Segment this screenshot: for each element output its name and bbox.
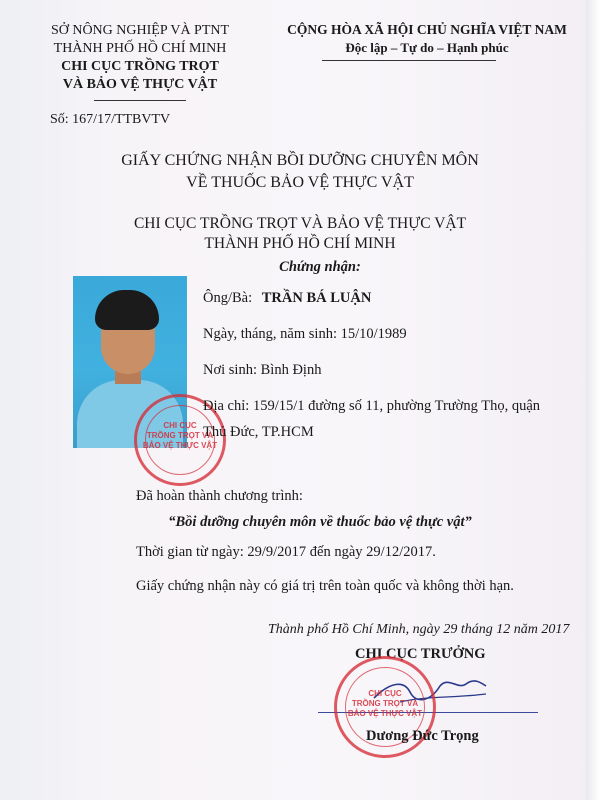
birthplace-row xyxy=(203,362,321,379)
official-seal-line-2: TRỒNG TRỌT VÀ xyxy=(351,699,419,708)
birthplace-label: Nơi sinh: xyxy=(203,362,257,378)
agency-line-2: THÀNH PHỐ HỒ CHÍ MINH xyxy=(53,41,227,56)
page-edge xyxy=(586,0,600,800)
document-number: Số: 167/17/TTBVTV xyxy=(50,112,171,127)
certifies-label: Chứng nhận: xyxy=(279,259,361,275)
certificate-title xyxy=(20,150,580,194)
address-line-1: 159/15/1 đường số 11, phường Trường Thọ, quận xyxy=(252,398,540,414)
motto-underline xyxy=(322,60,496,61)
nation-motto: Độc lập – Tự do – Hạnh phúc xyxy=(345,40,509,55)
official-seal-line-3: BẢO VỆ THỰC VẬT xyxy=(347,709,423,718)
nation-title: CỘNG HÒA XÃ HỘI CHỦ NGHĨA VIỆT NAM xyxy=(287,22,567,37)
title-line-1: GIẤY CHỨNG NHẬN BỒI DƯỠNG CHUYÊN MÔN xyxy=(121,152,479,169)
name-row xyxy=(203,290,371,307)
signer-position: CHI CỤC TRƯỞNG xyxy=(355,646,486,662)
seal-text-line-1: CHI CỤC xyxy=(163,421,197,430)
address-line-2: Thủ Đức, TP.HCM xyxy=(203,424,314,440)
place-date: Thành phố Hồ Chí Minh, ngày 29 tháng 12 năm 2017 xyxy=(268,622,570,637)
agency-underline xyxy=(94,100,186,101)
validity-statement: Giấy chứng nhận này có giá trị trên toàn quốc và không thời hạn. xyxy=(136,578,514,594)
official-seal-line-1: CHI CỤC xyxy=(368,689,402,698)
signer-name: Dương Đức Trọng xyxy=(366,728,479,744)
title-line-2: VỀ THUỐC BẢO VỆ THỰC VẬT xyxy=(186,174,414,191)
program-period: Thời gian từ ngày: 29/9/2017 đến ngày 29/12/2017. xyxy=(136,544,436,560)
dob-label: Ngày, tháng, năm sinh: xyxy=(203,326,337,342)
birthplace-value: Bình Định xyxy=(260,362,322,378)
dob-value: 15/10/1989 xyxy=(340,326,407,342)
seal-text-line-3: BẢO VỆ THỰC VẬT xyxy=(142,441,218,450)
agency-header xyxy=(20,22,260,94)
program-name: “Bồi dưỡng chuyên môn về thuốc bảo vệ thực vật” xyxy=(168,514,472,530)
issuer xyxy=(20,214,580,254)
completed-label: Đã hoàn thành chương trình: xyxy=(136,488,303,504)
dob-row xyxy=(203,326,407,343)
seal-text-line-2: TRỒNG TRỌT VÀ xyxy=(146,431,214,440)
photo-hair xyxy=(95,290,159,330)
agency-line-1: SỞ NÔNG NGHIỆP VÀ PTNT xyxy=(50,23,230,38)
agency-line-3: CHI CỤC TRỒNG TRỌT xyxy=(61,59,219,74)
person-name: TRẦN BÁ LUẬN xyxy=(261,290,372,306)
issuer-line-1: CHI CỤC TRỒNG TRỌT VÀ BẢO VỆ THỰC VẬT xyxy=(133,215,467,232)
agency-line-4: VÀ BẢO VỆ THỰC VẬT xyxy=(62,77,218,92)
address-label: Địa chỉ: xyxy=(203,398,250,414)
address-row xyxy=(203,398,540,415)
issuer-line-2: THÀNH PHỐ HỒ CHÍ MINH xyxy=(204,235,396,252)
name-label: Ông/Bà: xyxy=(203,290,253,306)
